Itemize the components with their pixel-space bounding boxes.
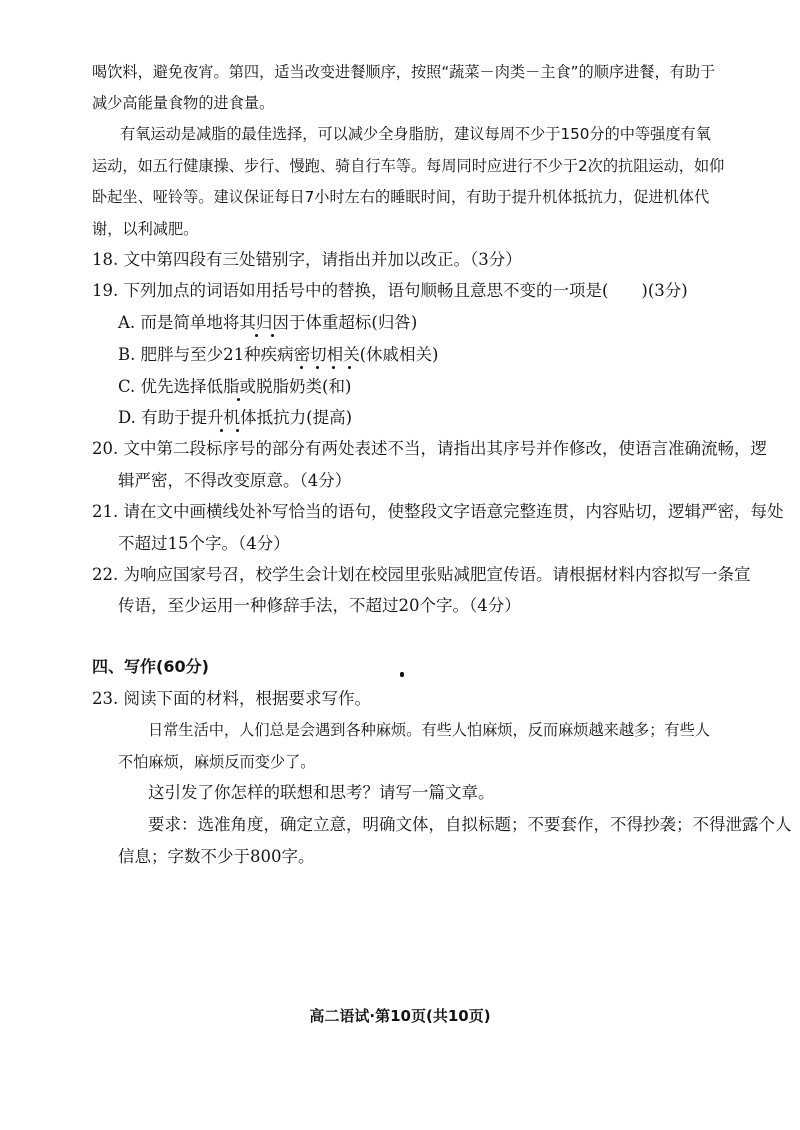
emphasis-dot [255, 334, 258, 337]
material-line1: 日常生活中，人们总是会遇到各种麻烦。有些人怕麻烦，反而麻烦越来越多；有些人 [148, 721, 710, 739]
requirements-line2: 信息；字数不少于800字。 [118, 847, 315, 866]
question-20-line1: 20. 文中第二段标序号的部分有两处表述不当，请指出其序号并作修改，使语言准确流畅，逻 [92, 439, 767, 458]
requirements-line1: 要求：选准角度，确定立意，明确文体，自拟标题；不要套作，不得抄袭；不得泄露个人 [148, 815, 792, 834]
para3-line1: 喝饮料，避免夜宵。第四，适当改变进餐顺序，按照“蔬菜－肉类－主食”的顺序进餐，有助于 [92, 63, 716, 81]
question-23: 23. 阅读下面的材料，根据要求写作。 [92, 689, 371, 708]
emphasis-dot [237, 398, 240, 401]
para4-line1: 有氧运动是减脂的最佳选择，可以减少全身脂肪，建议每周不少于150分的中等强度有氧 [120, 125, 711, 143]
para4-line2: 运动，如五行健康操、步行、慢跑、骑自行车等。每周同时应进行不少于2次的抗阻运动，如仰 [92, 157, 725, 175]
emphasis-dot [300, 366, 303, 369]
question-20-line2: 辑严密，不得改变原意。（4分） [118, 471, 352, 490]
emphasis-dot [271, 334, 274, 337]
emphasis-dot [220, 429, 223, 432]
emphasis-dot [348, 366, 351, 369]
question-19-stem: 19. 下列加点的词语如用括号中的替换，语句顺畅且意思不变的一项是( )(3分) [92, 281, 688, 300]
question-19-option-a: A. 而是简单地将其归因于体重超标(归咎) [118, 313, 418, 332]
question-19-option-d: D. 有助于提升机体抵抗力(提高) [118, 408, 353, 427]
para3-line2: 减少高能量食物的进食量。 [92, 94, 275, 112]
emphasis-dot [316, 366, 319, 369]
para4-line4: 谢，以利减肥。 [92, 220, 199, 238]
ink-speck [400, 672, 404, 677]
emphasis-dot [236, 429, 239, 432]
para4-line3: 卧起坐、哑铃等。建议保证每日7小时左右的睡眠时间，有助于提升机体抵抗力，促进机体代 [92, 188, 710, 206]
question-22-line2: 传语，至少运用一种修辞手法，不超过20个字。（4分） [118, 596, 521, 615]
section-title: 四、写作(60分) [92, 657, 209, 676]
question-19-option-c: C. 优先选择低脂或脱脂奶类(和) [118, 377, 352, 396]
question-21-line2: 不超过15个字。（4分） [118, 534, 290, 553]
page-footer: 高二语试·第10页(共10页) [309, 1007, 491, 1025]
question-19-option-b: B. 肥胖与至少21种疾病密切相关(休戚相关) [118, 345, 439, 364]
question-18: 18. 文中第四段有三处错别字，请指出并加以改正。（3分） [92, 250, 522, 269]
question-22-line1: 22. 为响应国家号召，校学生会计划在校园里张贴减肥宣传语。请根据材料内容拟写一条宣 [92, 565, 751, 584]
emphasis-dot [332, 366, 335, 369]
writing-prompt: 这引发了你怎样的联想和思考？请写一篇文章。 [148, 783, 495, 802]
question-21-line1: 21. 请在文中画横线处补写恰当的语句，使整段文字语意完整连贯，内容贴切，逻辑严密，每处 [92, 502, 784, 521]
material-line2: 不怕麻烦，麻烦反而变少了。 [118, 753, 316, 771]
